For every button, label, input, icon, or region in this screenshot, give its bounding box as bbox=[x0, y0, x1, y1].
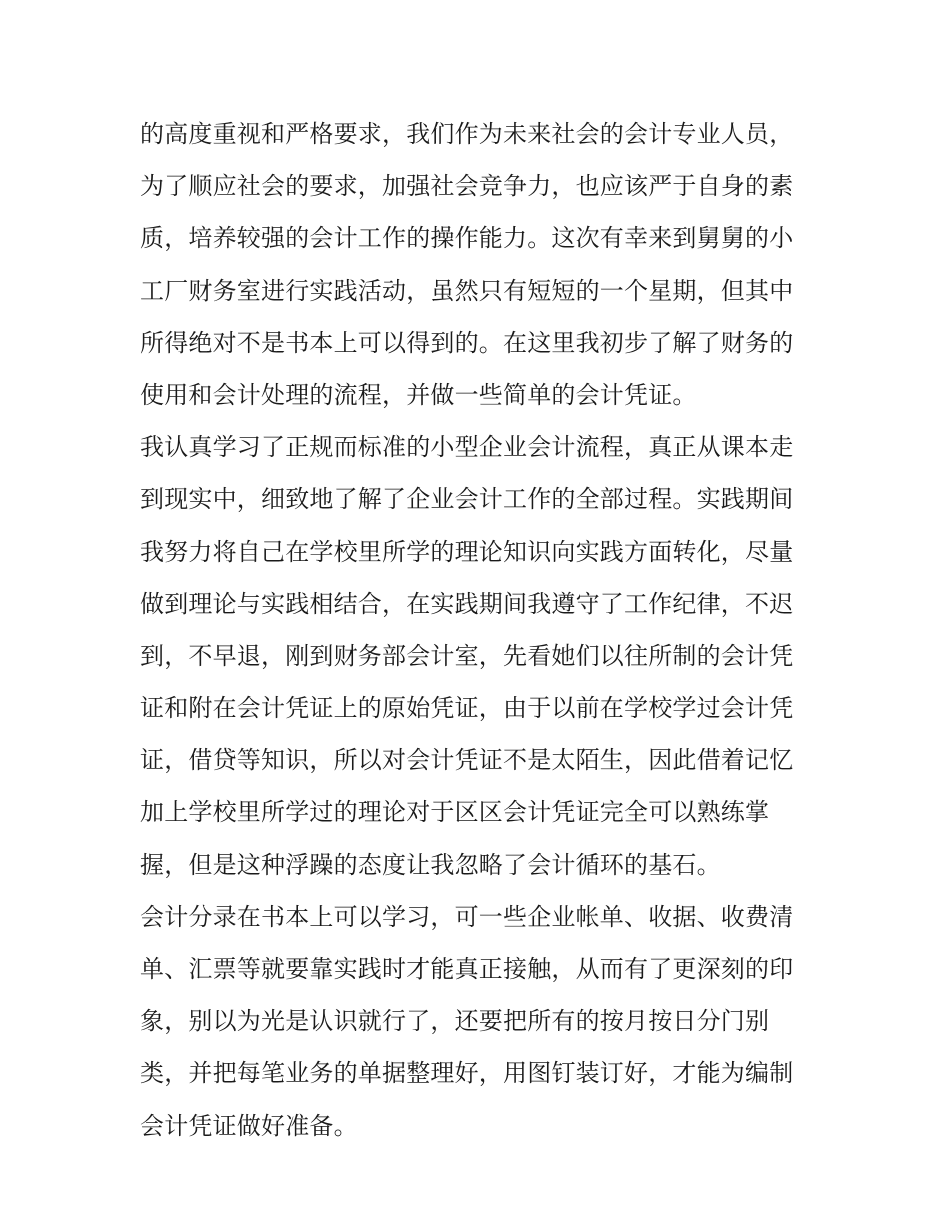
text-line: 到现实中，细致地了解了企业会计工作的全部过程。实践期间 bbox=[140, 485, 794, 514]
text-line: 做到理论与实践相结合，在实践期间我遵守了工作纪律，不迟 bbox=[140, 589, 794, 618]
text-line: 到，不早退，刚到财务部会计室，先看她们以往所制的会计凭 bbox=[140, 641, 794, 670]
text-line: 证，借贷等知识，所以对会计凭证不是太陌生，因此借着记忆 bbox=[140, 746, 794, 775]
text-line: 握，但是这种浮躁的态度让我忽略了会计循环的基石。 bbox=[140, 850, 721, 879]
text-line: 加上学校里所学过的理论对于区区会计凭证完全可以熟练掌 bbox=[140, 798, 770, 827]
text-line: 我努力将自己在学校里所学的理论知识向实践方面转化，尽量 bbox=[140, 537, 794, 566]
text-line: 证和附在会计凭证上的原始凭证，由于以前在学校学过会计凭 bbox=[140, 694, 794, 723]
text-line: 单、汇票等就要靠实践时才能真正接触，从而有了更深刻的印 bbox=[140, 955, 794, 983]
text-line: 象，别以为光是认识就行了，还要把所有的按月按日分门别 bbox=[140, 1007, 770, 1036]
body-text bbox=[140, 108, 820, 1152]
text-line: 为了顺应社会的要求，加强社会竞争力，也应该严于自身的素 bbox=[140, 172, 794, 201]
text-line: 所得绝对不是书本上可以得到的。在这里我初步了解了财务的 bbox=[140, 328, 794, 357]
text-line: 质，培养较强的会计工作的操作能力。这次有幸来到舅舅的小 bbox=[140, 224, 794, 253]
text-line: 的高度重视和严格要求，我们作为未来社会的会计专业人员， bbox=[140, 120, 794, 148]
text-line: 类，并把每笔业务的单据整理好，用图钉装订好，才能为编制 bbox=[140, 1059, 794, 1088]
text-line: 会计分录在书本上可以学习，可一些企业帐单、收据、收费清 bbox=[140, 902, 794, 931]
text-line: 使用和会计处理的流程，并做一些简单的会计凭证。 bbox=[140, 380, 697, 409]
text-line: 工厂财务室进行实践活动，虽然只有短短的一个星期，但其中 bbox=[140, 276, 794, 305]
text-line: 会计凭证做好准备。 bbox=[140, 1111, 358, 1140]
text-line: 我认真学习了正规而标准的小型企业会计流程，真正从课本走 bbox=[140, 433, 794, 462]
